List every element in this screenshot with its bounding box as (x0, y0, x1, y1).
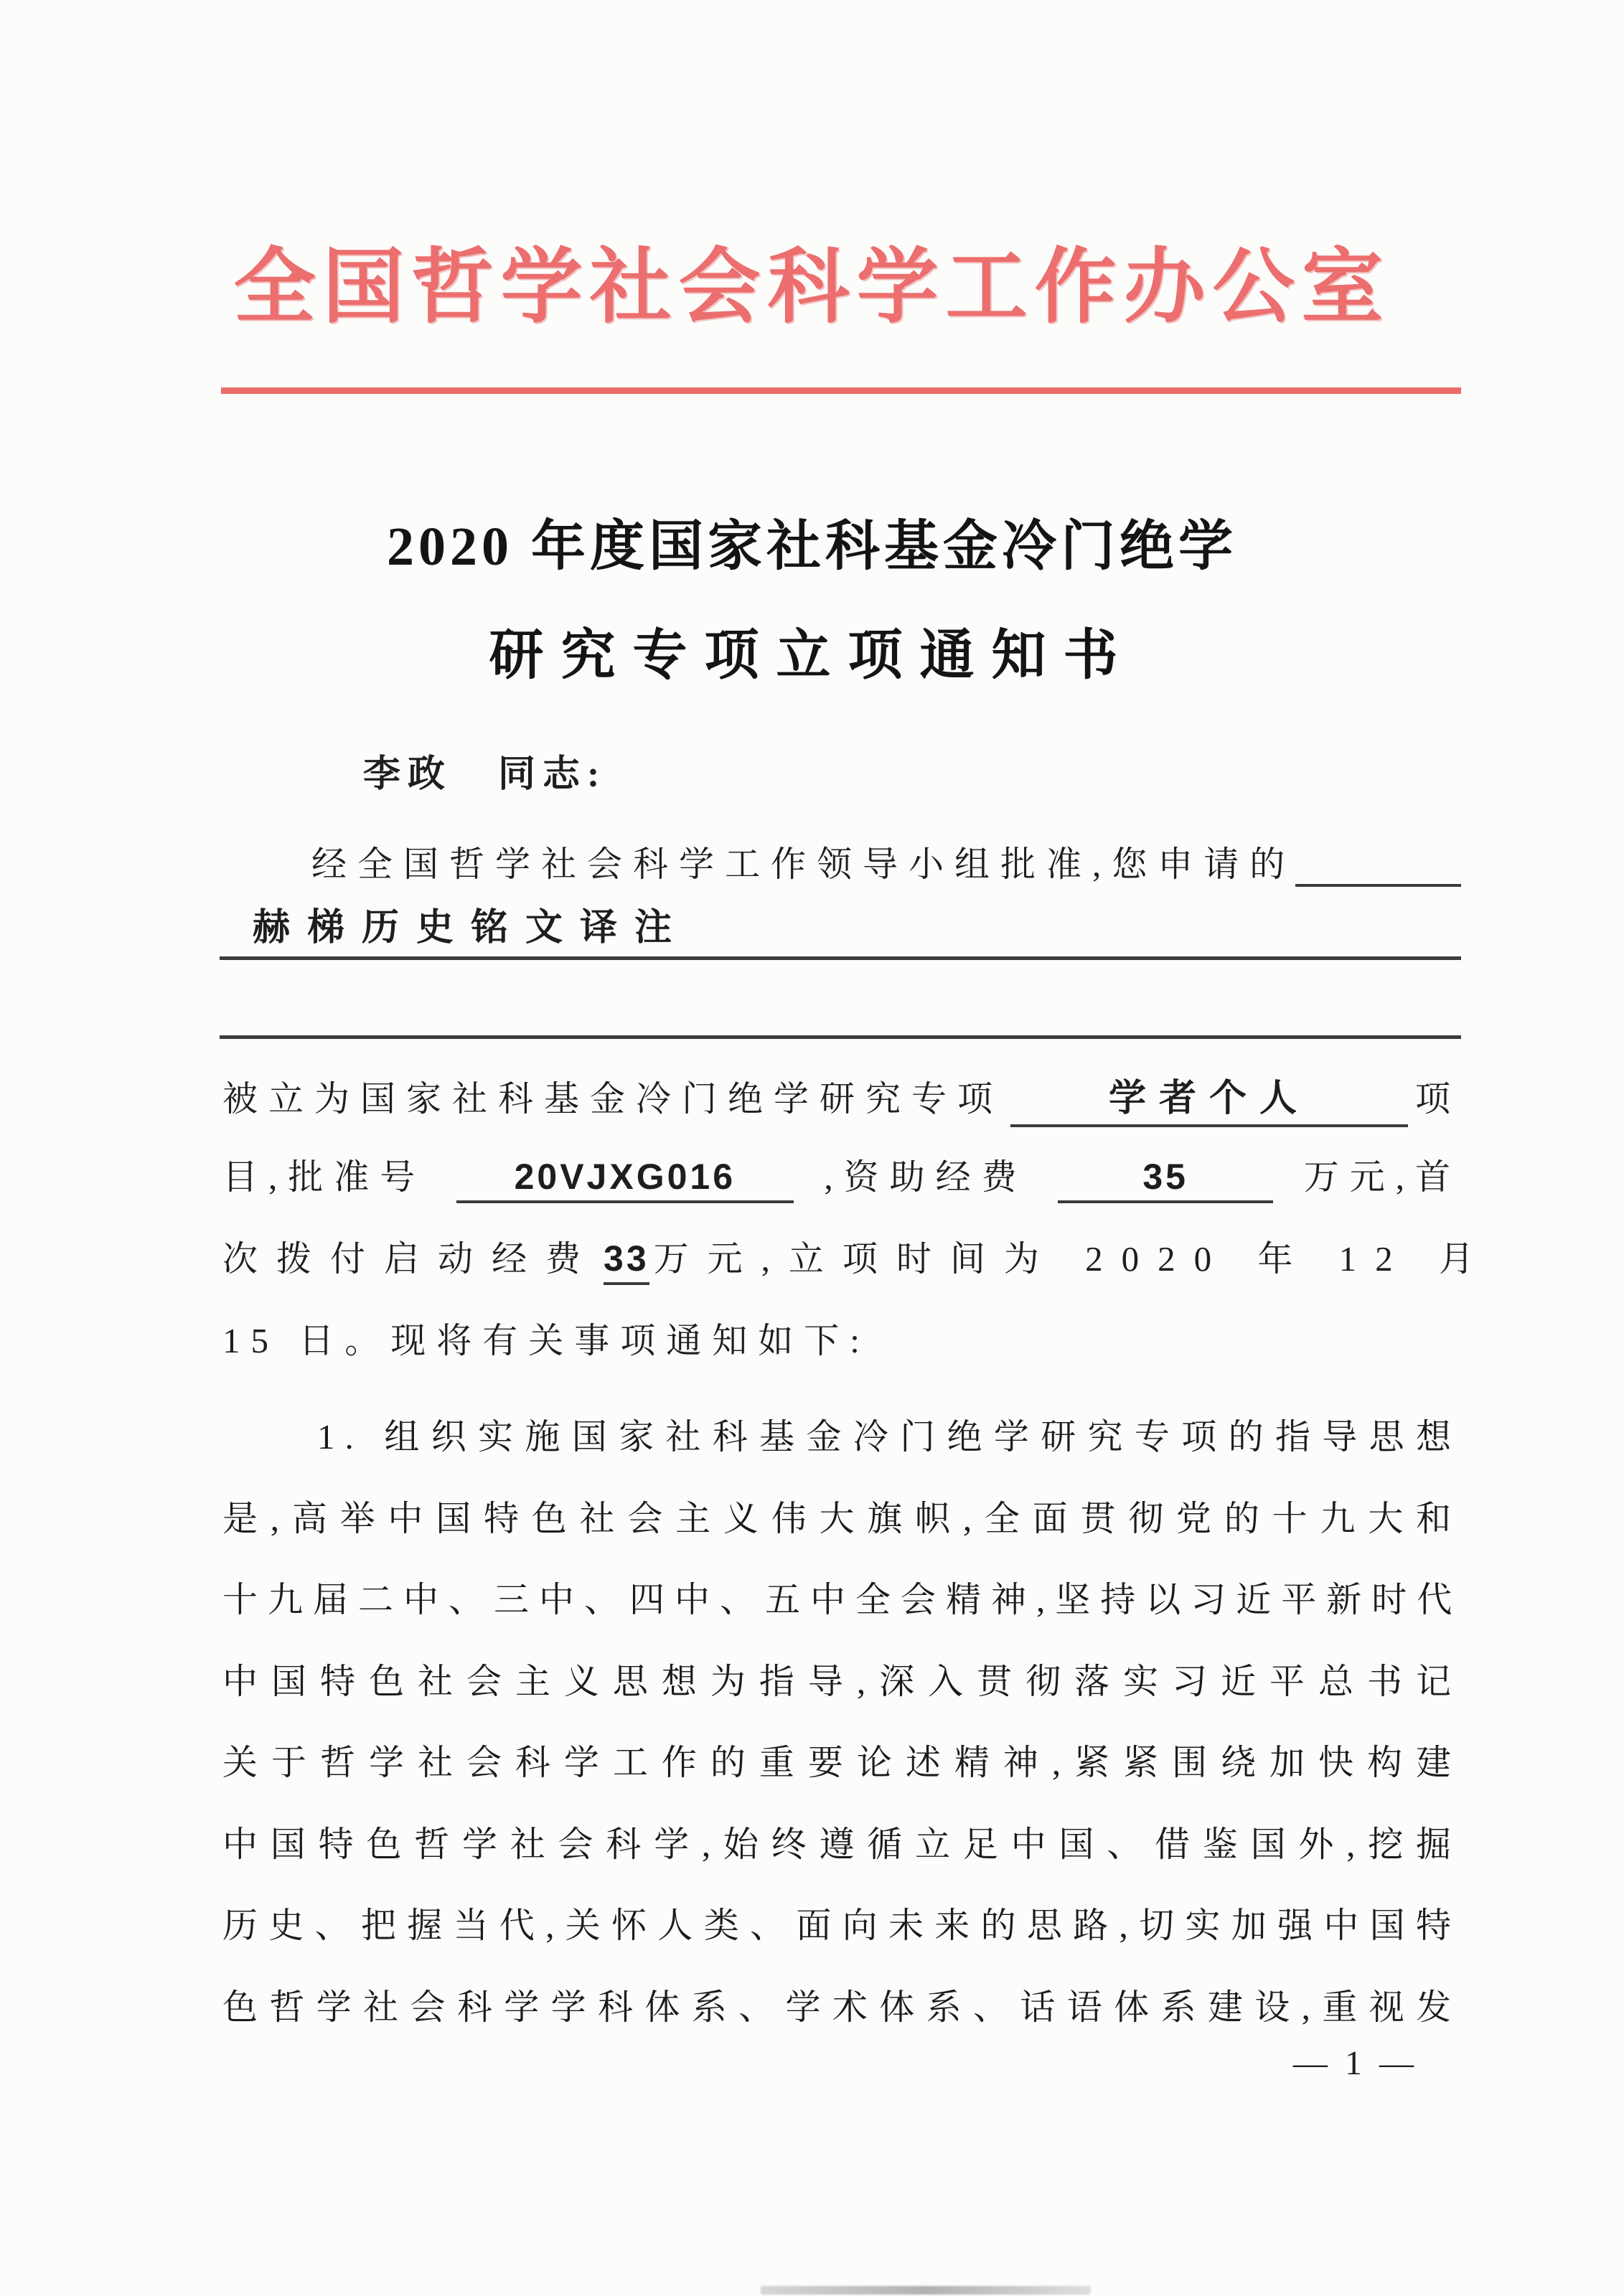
funding-amount-blank: 35 (1058, 1156, 1273, 1203)
row-b-pre-text: 目,批准号 (222, 1157, 426, 1197)
intro-text: 经全国哲学社会科学工作领导小组批准,您申请的 (311, 844, 1296, 884)
form-row-project-type (222, 1068, 1461, 1127)
body-line: 中国特色哲学社会科学,始终遵循立足中国、借鉴国外,挖掘 (222, 1824, 1461, 1864)
letterhead-org-name: 全国哲学社会科学工作办公室 (233, 242, 1391, 333)
row-b-post-text: 万元,首 (1303, 1157, 1461, 1197)
row-c-post-text: 万元,立项时间为 2020 年 12 月 (653, 1239, 1493, 1279)
ruled-line-2 (220, 1035, 1461, 1039)
body-paragraph (222, 1396, 1461, 2048)
document-title-line2: 研究专项立项通知书 (489, 626, 1135, 686)
initial-payment-blank: 33 (604, 1238, 649, 1285)
letterhead-divider-rule (221, 387, 1461, 394)
row-c-pre-text: 次拨付启动经费 (222, 1239, 600, 1279)
body-line: 关于哲学社会科学工作的重要论述精神,紧紧围绕加快构建 (222, 1743, 1461, 1782)
intro-trailing-blank (1295, 875, 1461, 887)
form-row-initial-payment (222, 1231, 1493, 1285)
filled-project-title: 赫梯历史铭文译注 (253, 908, 690, 949)
body-line: 历史、把握当代,关怀人类、面向未来的思路,切实加强中国特 (222, 1906, 1461, 1945)
page-number: — 1 — (1293, 2044, 1418, 2082)
intro-line (222, 837, 1461, 887)
recipient-name: 李政 (363, 754, 453, 795)
body-line: 中国特色社会主义思想为指导,深入贯彻落实习近平总书记 (222, 1661, 1461, 1701)
ruled-line-1 (220, 956, 1461, 960)
form-row-closing (222, 1313, 1461, 1363)
body-line: 是,高举中国特色社会主义伟大旗帜,全面贯彻党的十九大和 (222, 1498, 1461, 1538)
row-b-mid-text: ,资助经费 (824, 1157, 1028, 1197)
project-type-blank: 学者个人 (1010, 1068, 1408, 1127)
body-line: 色哲学社会科学学科体系、学术体系、话语体系建设,重视发 (222, 1987, 1461, 2027)
form-row-approval-funding (222, 1149, 1461, 1203)
row-d-text: 15 日。现将有关事项通知如下: (222, 1321, 870, 1360)
scan-edge-artifact (761, 2286, 1091, 2295)
row-a-pre-text: 被立为国家社科基金冷门绝学研究专项 (222, 1079, 1004, 1119)
document-title-line1: 2020 年度国家社科基金冷门绝学 (387, 517, 1237, 577)
salutation (363, 743, 606, 797)
body-line: 1. 组织实施国家社科基金冷门绝学研究专项的指导思想 (317, 1417, 1461, 1457)
approval-number-blank: 20VJXG016 (456, 1156, 794, 1203)
salutation-suffix: 同志: (498, 754, 607, 795)
row-a-post-text: 项 (1414, 1079, 1461, 1119)
body-line: 十九届二中、三中、四中、五中全会精神,坚持以习近平新时代 (222, 1580, 1463, 1619)
